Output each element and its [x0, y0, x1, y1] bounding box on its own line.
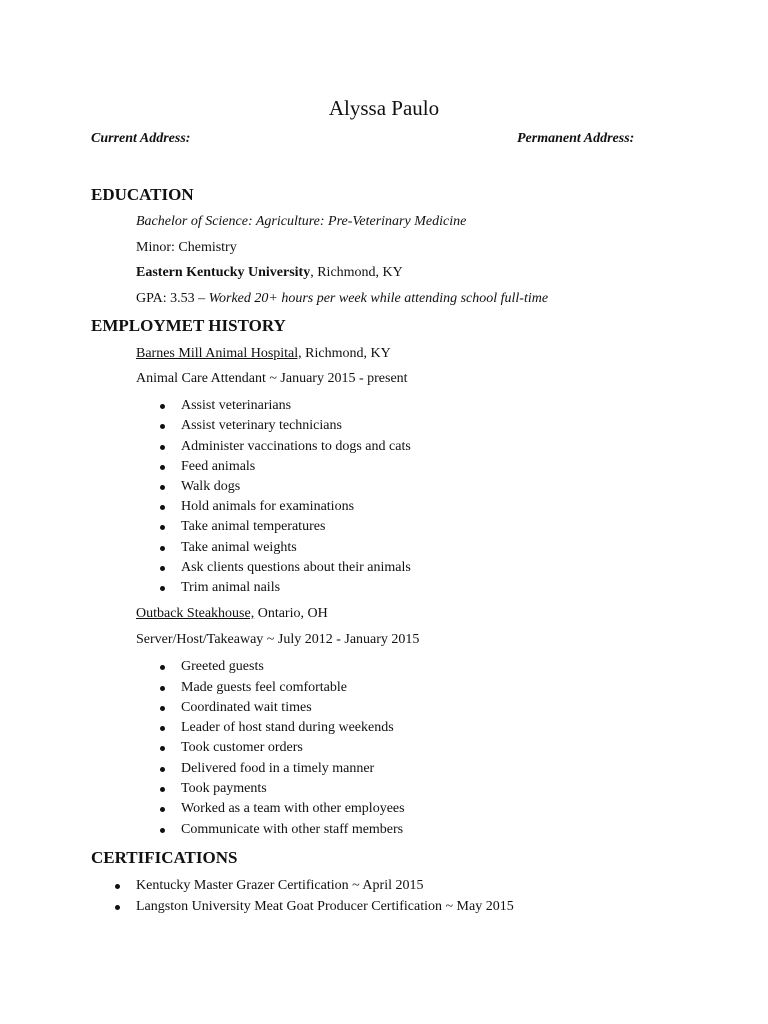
- bullet-icon: [160, 404, 165, 409]
- bullet-icon: [160, 566, 165, 571]
- bullet-icon: [115, 884, 120, 889]
- bullet-icon: [160, 807, 165, 812]
- list-item: Took payments: [160, 780, 267, 798]
- job-role: Server/Host/Takeaway ~ July 2012 - January 2015: [136, 632, 420, 647]
- bullet-icon: [160, 445, 165, 450]
- bullet-icon: [160, 586, 165, 591]
- job-role: Animal Care Attendant ~ January 2015 - present: [136, 371, 408, 386]
- list-item: Langston University Meat Goat Producer Certification ~ May 2015: [115, 898, 514, 916]
- list-item: Feed animals: [160, 458, 255, 476]
- bullet-icon: [160, 686, 165, 691]
- university-name: Eastern Kentucky University: [136, 265, 311, 280]
- list-item: Coordinated wait times: [160, 699, 312, 717]
- bullet-icon: [115, 905, 120, 910]
- permanent-address-label: Permanent Address:: [517, 131, 635, 146]
- gpa-line: [136, 290, 548, 308]
- gpa-note: Worked 20+ hours per week while attending school full-time: [208, 291, 549, 306]
- list-item: Took customer orders: [160, 739, 303, 757]
- university-line: [136, 264, 403, 282]
- certifications-heading: CERTIFICATIONS: [91, 848, 238, 867]
- list-item: Leader of host stand during weekends: [160, 719, 394, 737]
- list-item: Made guests feel comfortable: [160, 679, 347, 697]
- bullet-icon: [160, 767, 165, 772]
- list-item: Worked as a team with other employees: [160, 800, 405, 818]
- list-item: Ask clients questions about their animals: [160, 559, 411, 577]
- bullet-icon: [160, 525, 165, 530]
- list-item: Assist veterinary technicians: [160, 417, 342, 435]
- bullet-icon: [160, 665, 165, 670]
- list-item: Kentucky Master Grazer Certification ~ April 2015: [115, 877, 424, 895]
- bullet-icon: [160, 505, 165, 510]
- list-item: Take animal temperatures: [160, 518, 325, 536]
- bullet-icon: [160, 485, 165, 490]
- list-item: Take animal weights: [160, 539, 297, 557]
- job-employer: Outback Steakhouse,: [136, 606, 255, 621]
- list-item: Walk dogs: [160, 478, 240, 496]
- list-item: Greeted guests: [160, 658, 264, 676]
- list-item: Hold animals for examinations: [160, 498, 354, 516]
- current-address-label: Current Address:: [91, 131, 191, 146]
- employment-heading: EMPLOYMET HISTORY: [91, 316, 286, 335]
- gpa-value: GPA: 3.53 –: [136, 291, 209, 306]
- job-location: Richmond, KY: [301, 346, 391, 361]
- bullet-icon: [160, 787, 165, 792]
- bullet-icon: [160, 424, 165, 429]
- bullet-icon: [160, 465, 165, 470]
- bullet-icon: [160, 746, 165, 751]
- bullet-icon: [160, 828, 165, 833]
- job-employer: Barnes Mill Animal Hospital,: [136, 346, 302, 361]
- minor-line: Minor: Chemistry: [136, 240, 237, 255]
- education-heading: EDUCATION: [91, 185, 194, 204]
- list-item: Delivered food in a timely manner: [160, 760, 374, 778]
- list-item: Assist veterinarians: [160, 397, 291, 415]
- list-item: Trim animal nails: [160, 579, 280, 597]
- bullet-icon: [160, 726, 165, 731]
- degree-line: Bachelor of Science: Agriculture: Pre-Veterinary Medicine: [136, 214, 467, 229]
- list-item: Administer vaccinations to dogs and cats: [160, 438, 411, 456]
- bullet-icon: [160, 706, 165, 711]
- bullet-icon: [160, 546, 165, 551]
- candidate-name: Alyssa Paulo: [328, 96, 440, 120]
- job-employer-line: [136, 345, 391, 363]
- job-employer-line: [136, 605, 328, 623]
- job-location: Ontario, OH: [254, 606, 328, 621]
- university-location: , Richmond, KY: [310, 265, 403, 280]
- list-item: Communicate with other staff members: [160, 821, 403, 839]
